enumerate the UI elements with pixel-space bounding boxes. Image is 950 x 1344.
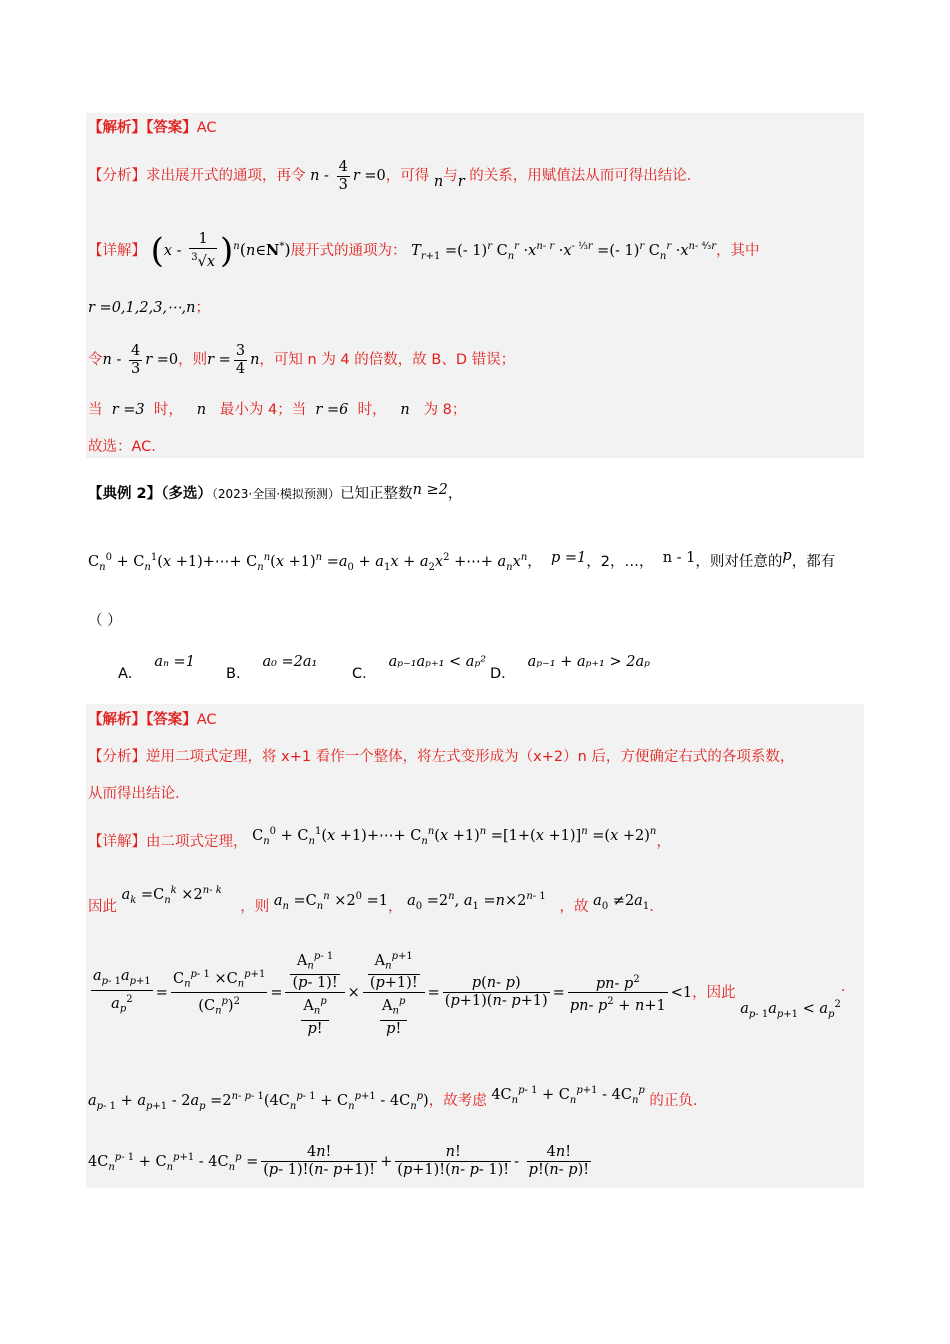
xiangjie-text-2: 由二项式定理， [146,833,248,850]
ex2-heading [88,710,217,730]
ex2-tail: ，则对任意的 [695,553,783,570]
r6: r =6 [315,402,349,418]
option-c-expr: aₚ₋₁aₚ₊₁ < aₚ² [388,654,487,670]
option-a[interactable] [118,650,195,682]
xiangjie-text: 展开式的通项为： [290,242,407,259]
fenxi-n: n [433,174,444,190]
ling: 令 [88,352,103,368]
ex2-stem [88,484,462,504]
ex2-paren [88,611,122,631]
r3: r =3 [111,402,145,418]
fenxi-r: r [457,174,465,190]
r-range-end: ； [195,300,210,316]
ex2-tail2: ，都有 [791,553,836,570]
expand-formula: $4C_n^{p- 1} + C_n^{p+1} - 4C_n^p$ = $\frac{4n!}{(p- 1)!(n- p+1)!}$ + $\frac{n!}{(p+1)!(n- p- 1)!}$ - $\frac{4n!}{p!(n- p)!}$ [88,1144,590,1179]
ex2-p-var: p [782,547,792,564]
ex2-multi: （多选） [161,486,212,502]
ze-2: ，则 [240,898,270,915]
option-c[interactable] [352,650,487,682]
fenxi-mid: ，可得 [385,168,430,184]
ex2-identity: $C_n^0 + C_n^1(x$ +1)+⋯+ $C_n^n(x +1)^n =[1+(x +1)]^n =(x +2)^n$ [252,826,657,847]
fenxi-yu: 与 [443,168,458,184]
daan-label-2: 【答案】 [146,712,197,728]
ex2-comma: ， [447,486,463,502]
ak-formula: $a_k =C_n^k \times 2^{n- k}$ [121,885,222,906]
jiexi-label: 【解析】 [88,120,146,136]
ex2-title: 【典例 2】 [88,486,162,502]
ex1-fenxi [88,158,691,194]
option-b-letter: B． [226,666,251,682]
shi1: 时， [153,402,183,418]
option-a-expr: aₙ =1 [154,654,195,670]
ex1-r-range [88,298,210,318]
fenxi-equation: n - $\frac{4}{3}$ r =0 [310,158,386,193]
ratio-conclusion: $a_{p- 1}a_{p+1} < a_p^2$ [740,999,841,1020]
r-equals: r = $\frac{3}{4}$ n [207,342,260,377]
ex2-equation-line [88,548,835,578]
ex2-equation: $C_n^0 + C_n^1(x$ +1)+⋯+ $C_n^n(x +1)^n =a_0 + a_1x + a_2x^2$ +⋯+ $a_nx^n$ [88,552,528,573]
r-range: r =0,1,2,3,⋯,n [88,300,196,316]
end-period2: . [840,978,846,995]
a0-a1-formula: $a_0 =2^n$, $a_1 =n\times 2^{n- 1}$ [407,891,546,912]
consider-expr: $4C_n^{p- 1} + C_n^{p+1} - 4C_n^p$ [491,1085,645,1106]
ex2-yinci: 因此 $a_k =C_n^k \times 2^{n- k}$ ，则 $a_n =C_n^n \times 2^0 =1$， $a_0 =2^n$, $a_1 =n\times 2^{n- 1}$ ，故 $a_0 \ne 2a_1$. [88,885,654,915]
ex2-stem-text: 已知正整数 [340,486,413,502]
xiangjie-label-2: 【详解】 [88,833,146,850]
binomial-expression: (x - $\frac{1}{^3√x}$ )$^n$(n∈N*) [150,230,291,271]
end-period: . [649,898,654,915]
fenxi-pre: 求出展开式的通项，再令 [146,168,306,184]
ex2-nm1: n - 1 [662,549,696,566]
fenxi-post: 的关系，用赋值法从而可得出结论. [469,168,692,184]
option-c-letter: C． [352,666,377,682]
ling-equation: n - $\frac{4}{3}$ r =0 [102,342,179,377]
ex1-guxuan [88,437,156,457]
qizhong: ，其中 [716,242,760,259]
answer-value: AC [196,120,217,136]
xiangjie-label: 【详解】 [88,242,146,259]
n-sym: n [196,402,207,418]
an-formula: $a_n =C_n^n \times 2^0 =1$ [273,891,389,912]
option-b[interactable] [226,650,318,682]
ex2-source: （2023·全国·模拟预测） [211,487,341,501]
daan-label: 【答案】 [146,120,197,136]
wei8: 为 8； [423,402,467,418]
shi2: 时， [357,402,387,418]
ex2-paren-text: （ ） [88,613,122,629]
fenxi-label-2: 【分析】 [88,749,146,765]
ex2-ratio [88,944,845,1044]
jiexi-label-2: 【解析】 [88,712,146,728]
fenxi-label: 【分析】 [88,168,146,184]
ex1-xiangjie [88,222,760,282]
ex2-fenxi-2 [88,784,180,804]
yinci2: ，因此 [692,984,736,1001]
xiangjie-comma: ， [656,833,671,850]
answer-value-2: AC [196,712,217,728]
option-b-expr: a₀ =2a₁ [262,654,318,670]
ex2-expand [88,1136,594,1190]
ex2-seq: ，2，…， [586,553,654,570]
ex2-xiangjie [88,828,671,858]
dang1: 当 [88,402,103,418]
ex1-heading [88,118,217,138]
guxuan: 故选：AC. [88,439,156,455]
ex2-p-eq: p =1 [550,549,587,566]
ex2-sum-diff [88,1082,698,1122]
a0-neq: $a_0 \ne 2a_1$ [593,892,650,912]
min4: 最小为 4；当 [219,402,307,418]
yinci: 因此 [88,898,117,915]
fenxi-line1: 逆用二项式定理，将 x+1 看作一个整体，将左式变形成为（x+2）n 后，方便确定右式的各项系数， [146,749,795,765]
ex2-cond: n ≥2 [412,482,448,498]
n-sym2: n [400,402,410,418]
ex2-fenxi [88,747,794,767]
option-d-letter: D． [490,666,516,682]
fenxi-line2: 从而得出结论. [88,786,180,802]
ex2-comma2: ， [527,553,542,570]
zhengfu: 的正负. [649,1092,698,1109]
ratio-formula: $\frac{a_{p- 1}a_{p+1}}{a_p^2}$ = $\frac{C_n^{p- 1} \times C_n^{p+1}}{(C_n^p)^2}$ = $\frac{\frac{A_n^{p- 1}}{(p- 1)!}}{\frac{A_n^p}{p!}}$ × $\frac{\frac{A_n^{p+1}}{(p+1)!}}{\frac{A_n^p}{p!}}$ = $\frac{p(n- p)}{(p+1)(n- p+1)}$ = $\frac{pn- p^2}{pn- p^2 + n+1}$ <1 [88,985,692,1001]
option-d-expr: aₚ₋₁ + aₚ₊₁ > 2aₚ [527,654,650,670]
ex1-dang [88,400,466,420]
ze-post: ，可知 n 为 4 的倍数，故 B、D 错误； [259,352,516,368]
gu-kaolv: ，故考虑 [428,1092,487,1109]
general-term: $T_{r+1}$ =(- 1)$^r$ $C_n^r \cdot x^{n- r} \cdot x^{- \frac{1}{3}r}$ =(- 1)$^r$ $C_n^r \cdot x^{n- ^4⁄_3r}$ [411,241,716,262]
sum-diff-formula: $a_{p- 1} + a_{p+1} - 2a_p =2^{n- p- 1}(4C_n^{p- 1} + C_n^{p+1} - 4C_n^p)$ [88,1091,429,1112]
ze: ，则 [178,352,208,368]
ex1-ling [88,340,515,380]
option-d[interactable] [490,650,650,682]
gu-2: ，故 [559,898,589,915]
option-a-letter: A． [118,666,143,682]
